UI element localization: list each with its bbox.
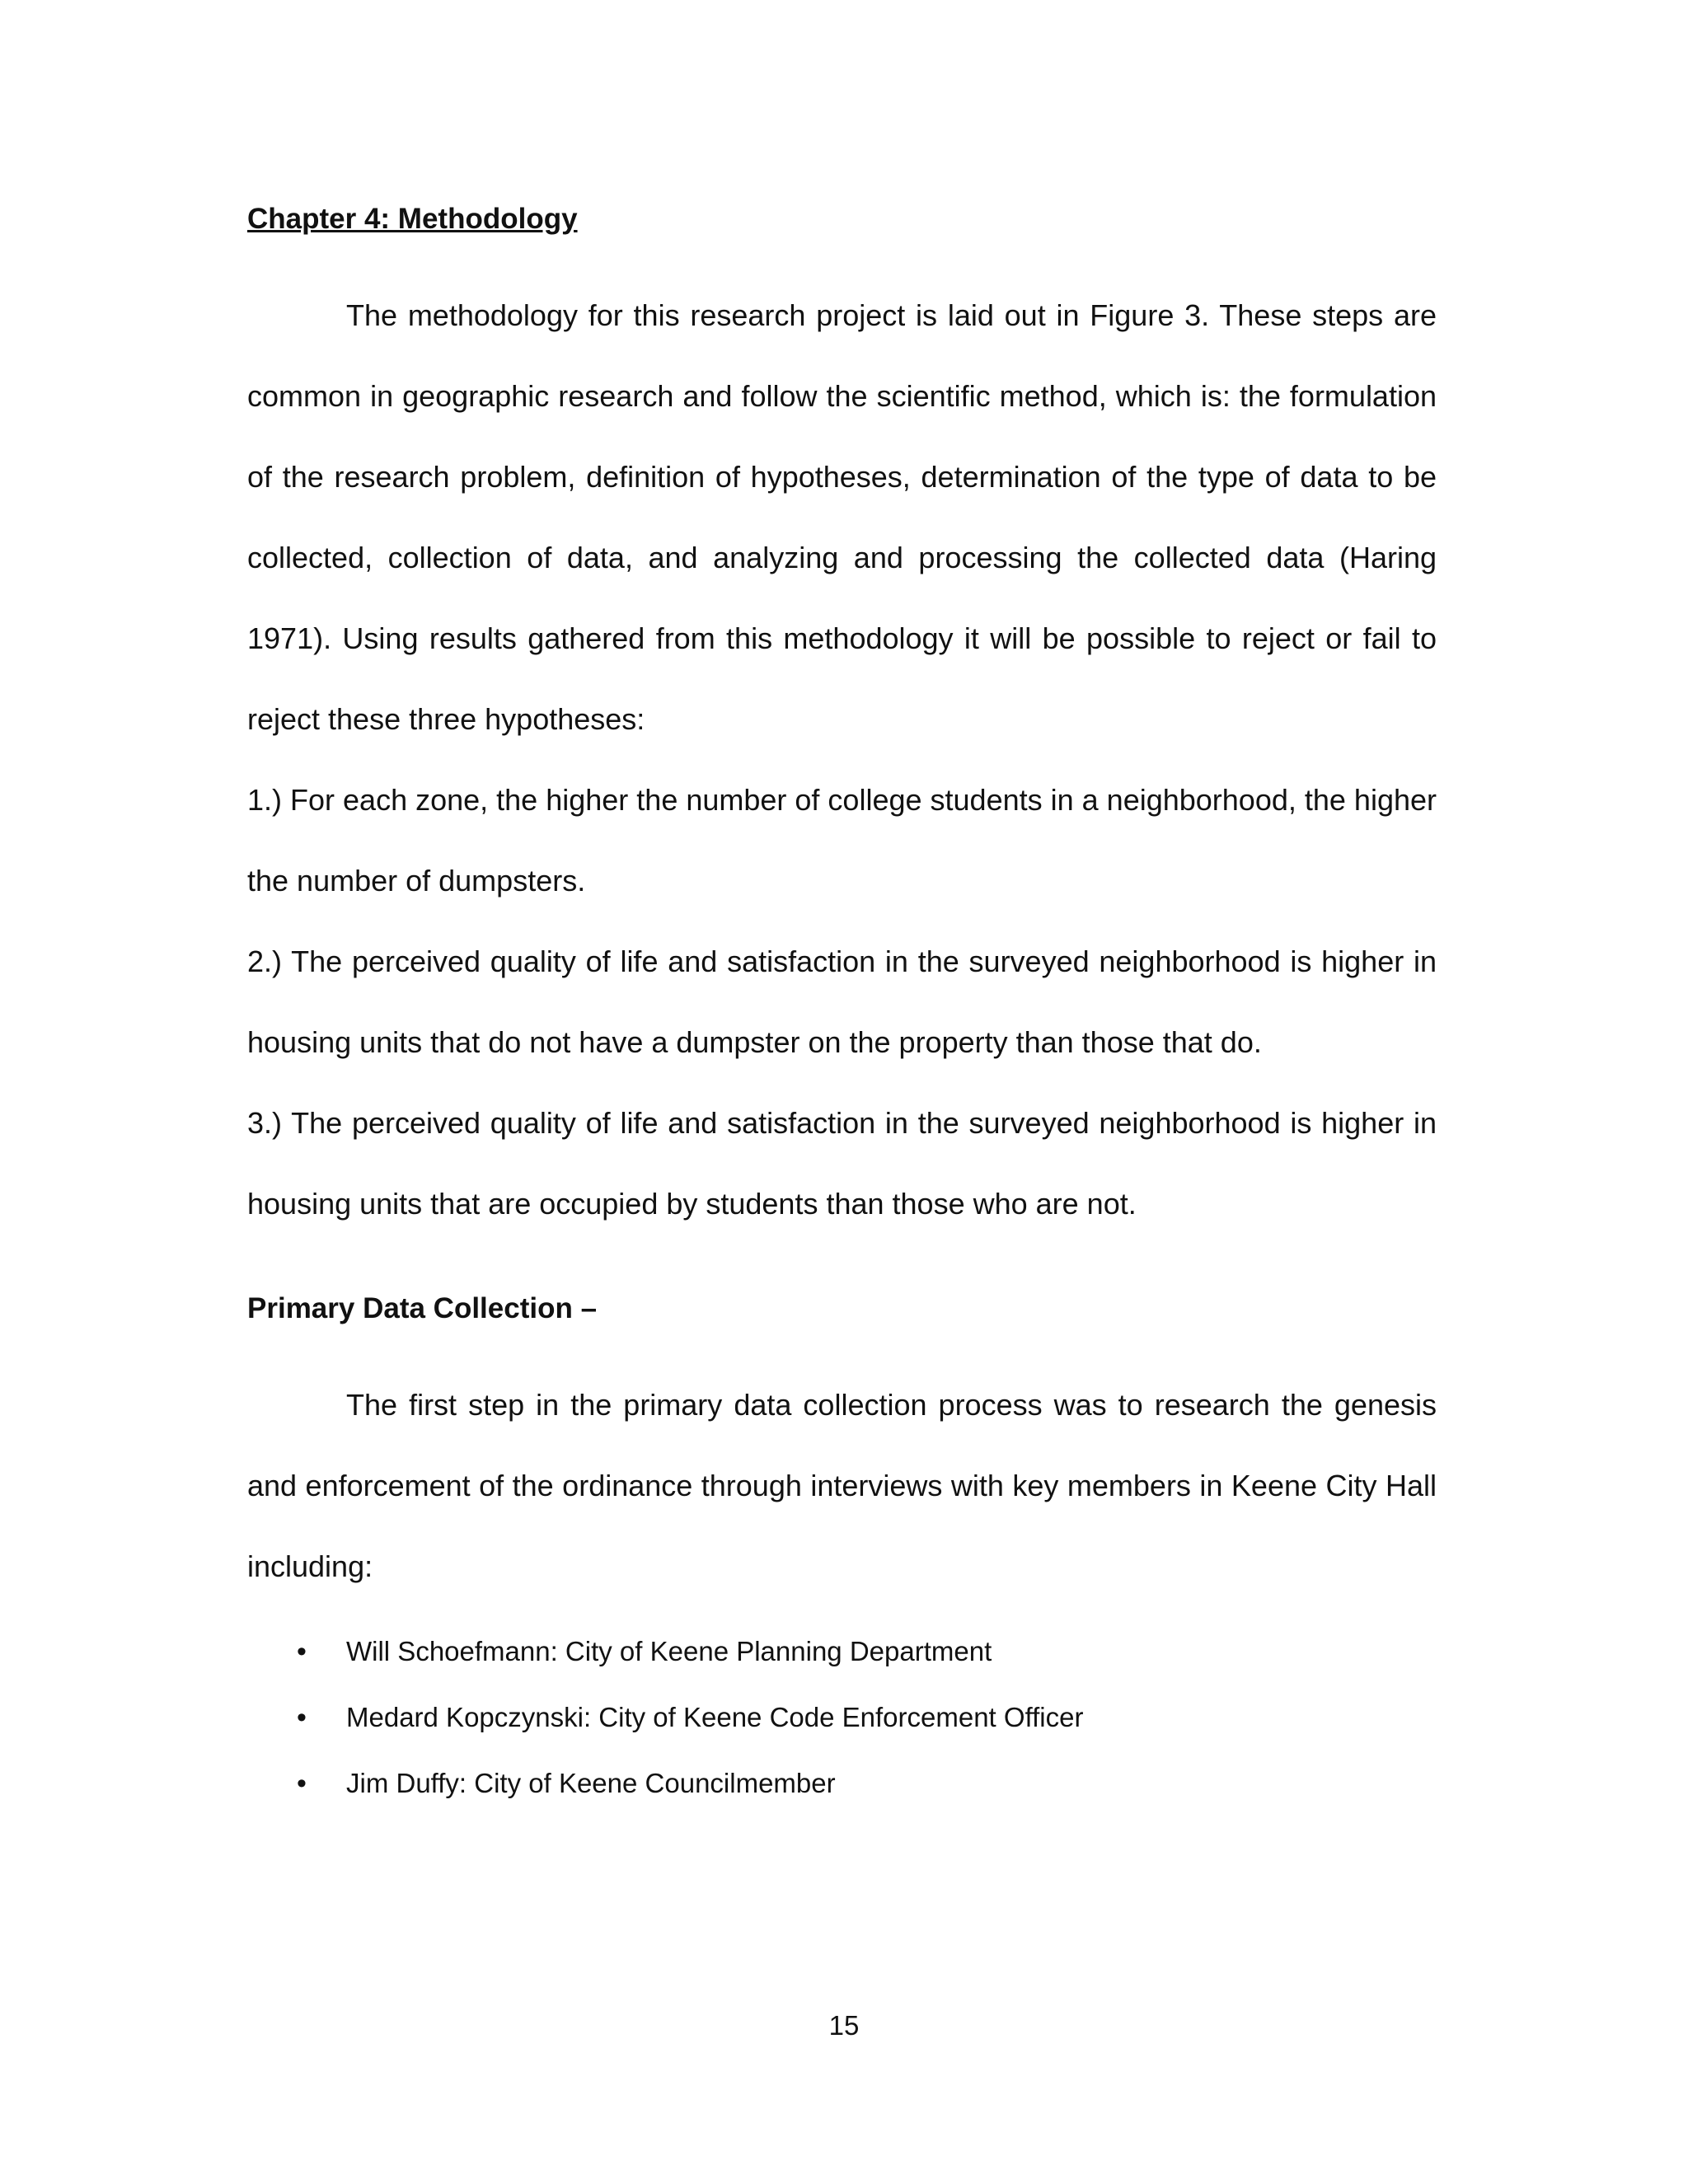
intro-paragraph: The methodology for this research project is laid out in Figure 3. These steps are common in geographic research and follow the scientific method, which is: the formulation of the research problem, definition of hypotheses, determination of the type of data to be collected, collection of data, and analyzing and processing the collected data (Haring 1971). Using results gathered from this methodology it will be possible to reject or fail to reject these three hypotheses: xyxy=(247,298,1437,736)
section-title-primary-data-collection: Primary Data Collection – xyxy=(247,1292,598,1324)
bullet-icon: • xyxy=(297,1768,307,1799)
list-item xyxy=(247,1750,1437,1816)
list-item-text: Will Schoefmann: City of Keene Planning Department xyxy=(346,1636,992,1666)
primary-data-paragraph: The first step in the primary data collection process was to research the genesis and enforcement of the ordinance through interviews with key members in Keene City Hall including: xyxy=(247,1388,1437,1583)
chapter-title: Chapter 4: Methodology xyxy=(247,203,578,235)
interviewee-list xyxy=(247,1619,1437,1816)
page-content xyxy=(247,194,1437,1816)
hypothesis-3: 3.) The perceived quality of life and satisfaction in the surveyed neighborhood is higher in housing units that are occupied by students than those who are not. xyxy=(247,1106,1437,1221)
hypothesis-2: 2.) The perceived quality of life and satisfaction in the surveyed neighborhood is higher in housing units that do not have a dumpster on the property than those that do. xyxy=(247,944,1437,1059)
page-number: 15 xyxy=(828,2010,860,2041)
list-item-text: Medard Kopczynski: City of Keene Code Enforcement Officer xyxy=(346,1702,1084,1732)
hypothesis-1: 1.) For each zone, the higher the number of college students in a neighborhood, the higher the number of dumpsters. xyxy=(247,783,1437,898)
hypotheses-list xyxy=(247,760,1437,1244)
bullet-icon: • xyxy=(297,1636,307,1667)
list-item-text: Jim Duffy: City of Keene Councilmember xyxy=(346,1768,836,1798)
bullet-icon: • xyxy=(297,1702,307,1733)
list-item xyxy=(247,1619,1437,1685)
list-item xyxy=(247,1685,1437,1750)
